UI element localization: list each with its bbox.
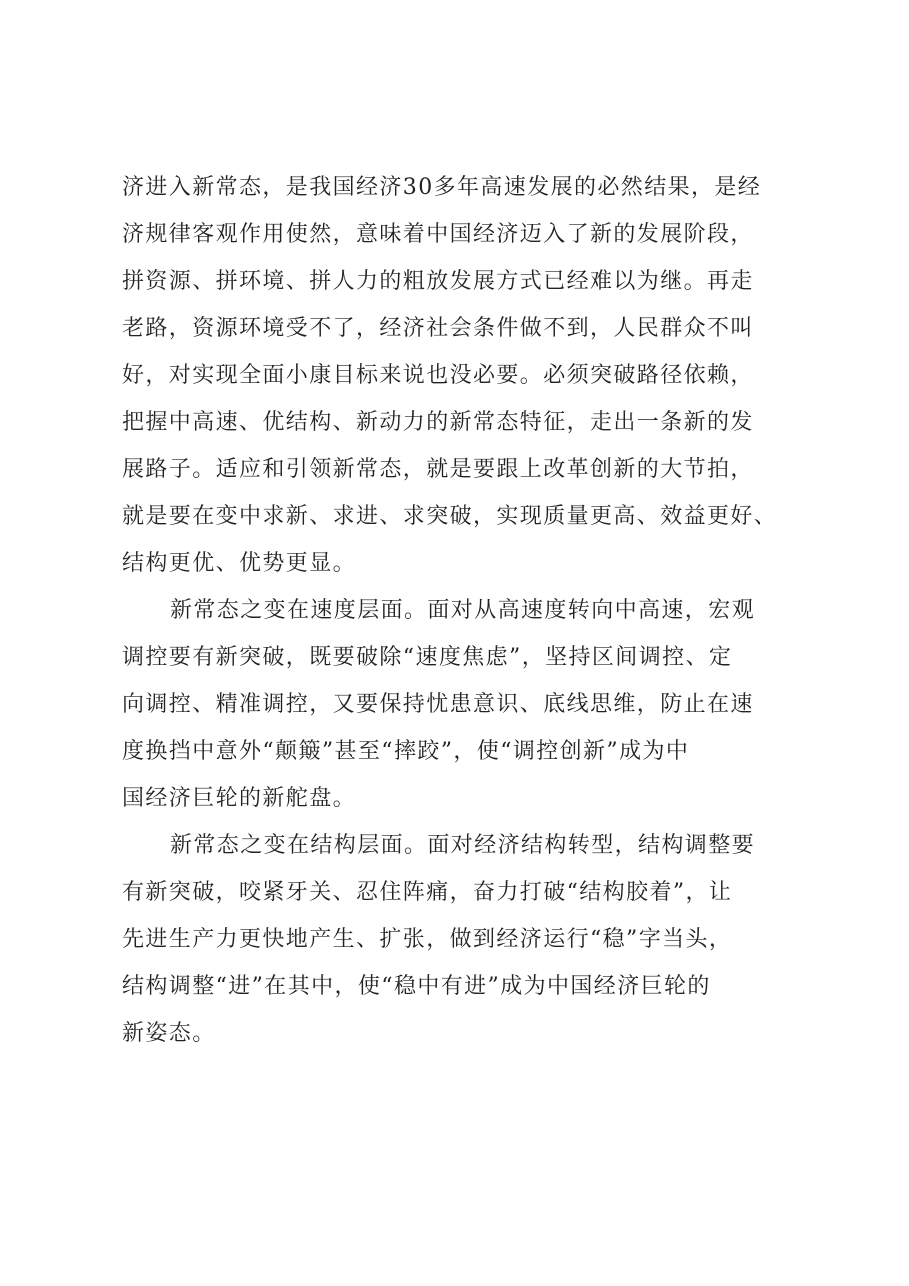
- paragraph-1: [122, 164, 802, 587]
- text-line: 济规律客观作用使然，意味着中国经济迈入了新的发展阶段，: [122, 222, 754, 247]
- text-line: 好，对实现全面小康目标来说也没必要。必须突破路径依赖，: [122, 363, 754, 388]
- text-line: 就是要在变中求新、求进、求突破，实现质量更高、效益更好、: [122, 504, 778, 529]
- paragraph-2: [122, 587, 802, 822]
- document-body: [122, 164, 802, 1057]
- text-line: 拼资源、拼环境、拼人力的粗放发展方式已经难以为继。再走: [122, 269, 754, 294]
- text-line: 结构调整“进”在其中，使“稳中有进”成为中国经济巨轮的: [122, 974, 711, 999]
- text-line: 度换挡中意外“颠簸”甚至“摔跤”，使“调控创新”成为中: [122, 739, 690, 764]
- text-line: 新常态之变在速度层面。面对从高速度转向中高速，宏观: [170, 598, 756, 623]
- text-line: 新姿态。: [122, 1021, 216, 1046]
- text-line: 调控要有新突破，既要破除“速度焦虑”，坚持区间调控、定: [122, 645, 733, 670]
- text-line: 先进生产力更快地产生、扩张，做到经济运行“稳”字当头，: [122, 927, 733, 952]
- text-line: 向调控、精准调控，又要保持忧患意识、底线思维，防止在速: [122, 692, 754, 717]
- text-line: 把握中高速、优结构、新动力的新常态特征，走出一条新的发: [122, 410, 754, 435]
- text-line: 济进入新常态，是我国经济30多年高速发展的必然结果，是经: [122, 175, 762, 200]
- text-line: 老路，资源环境受不了，经济社会条件做不到，人民群众不叫: [122, 316, 754, 341]
- text-line: 结构更优、优势更显。: [122, 551, 357, 576]
- text-line: 有新突破，咬紧牙关、忍住阵痛，奋力打破“结构胶着”，让: [122, 880, 733, 905]
- paragraph-3: [122, 822, 802, 1057]
- text-line: 国经济巨轮的新舵盘。: [122, 786, 357, 811]
- text-line: 展路子。适应和引领新常态，就是要跟上改革创新的大节拍，: [122, 457, 754, 482]
- text-line: 新常态之变在结构层面。面对经济结构转型，结构调整要: [170, 833, 756, 858]
